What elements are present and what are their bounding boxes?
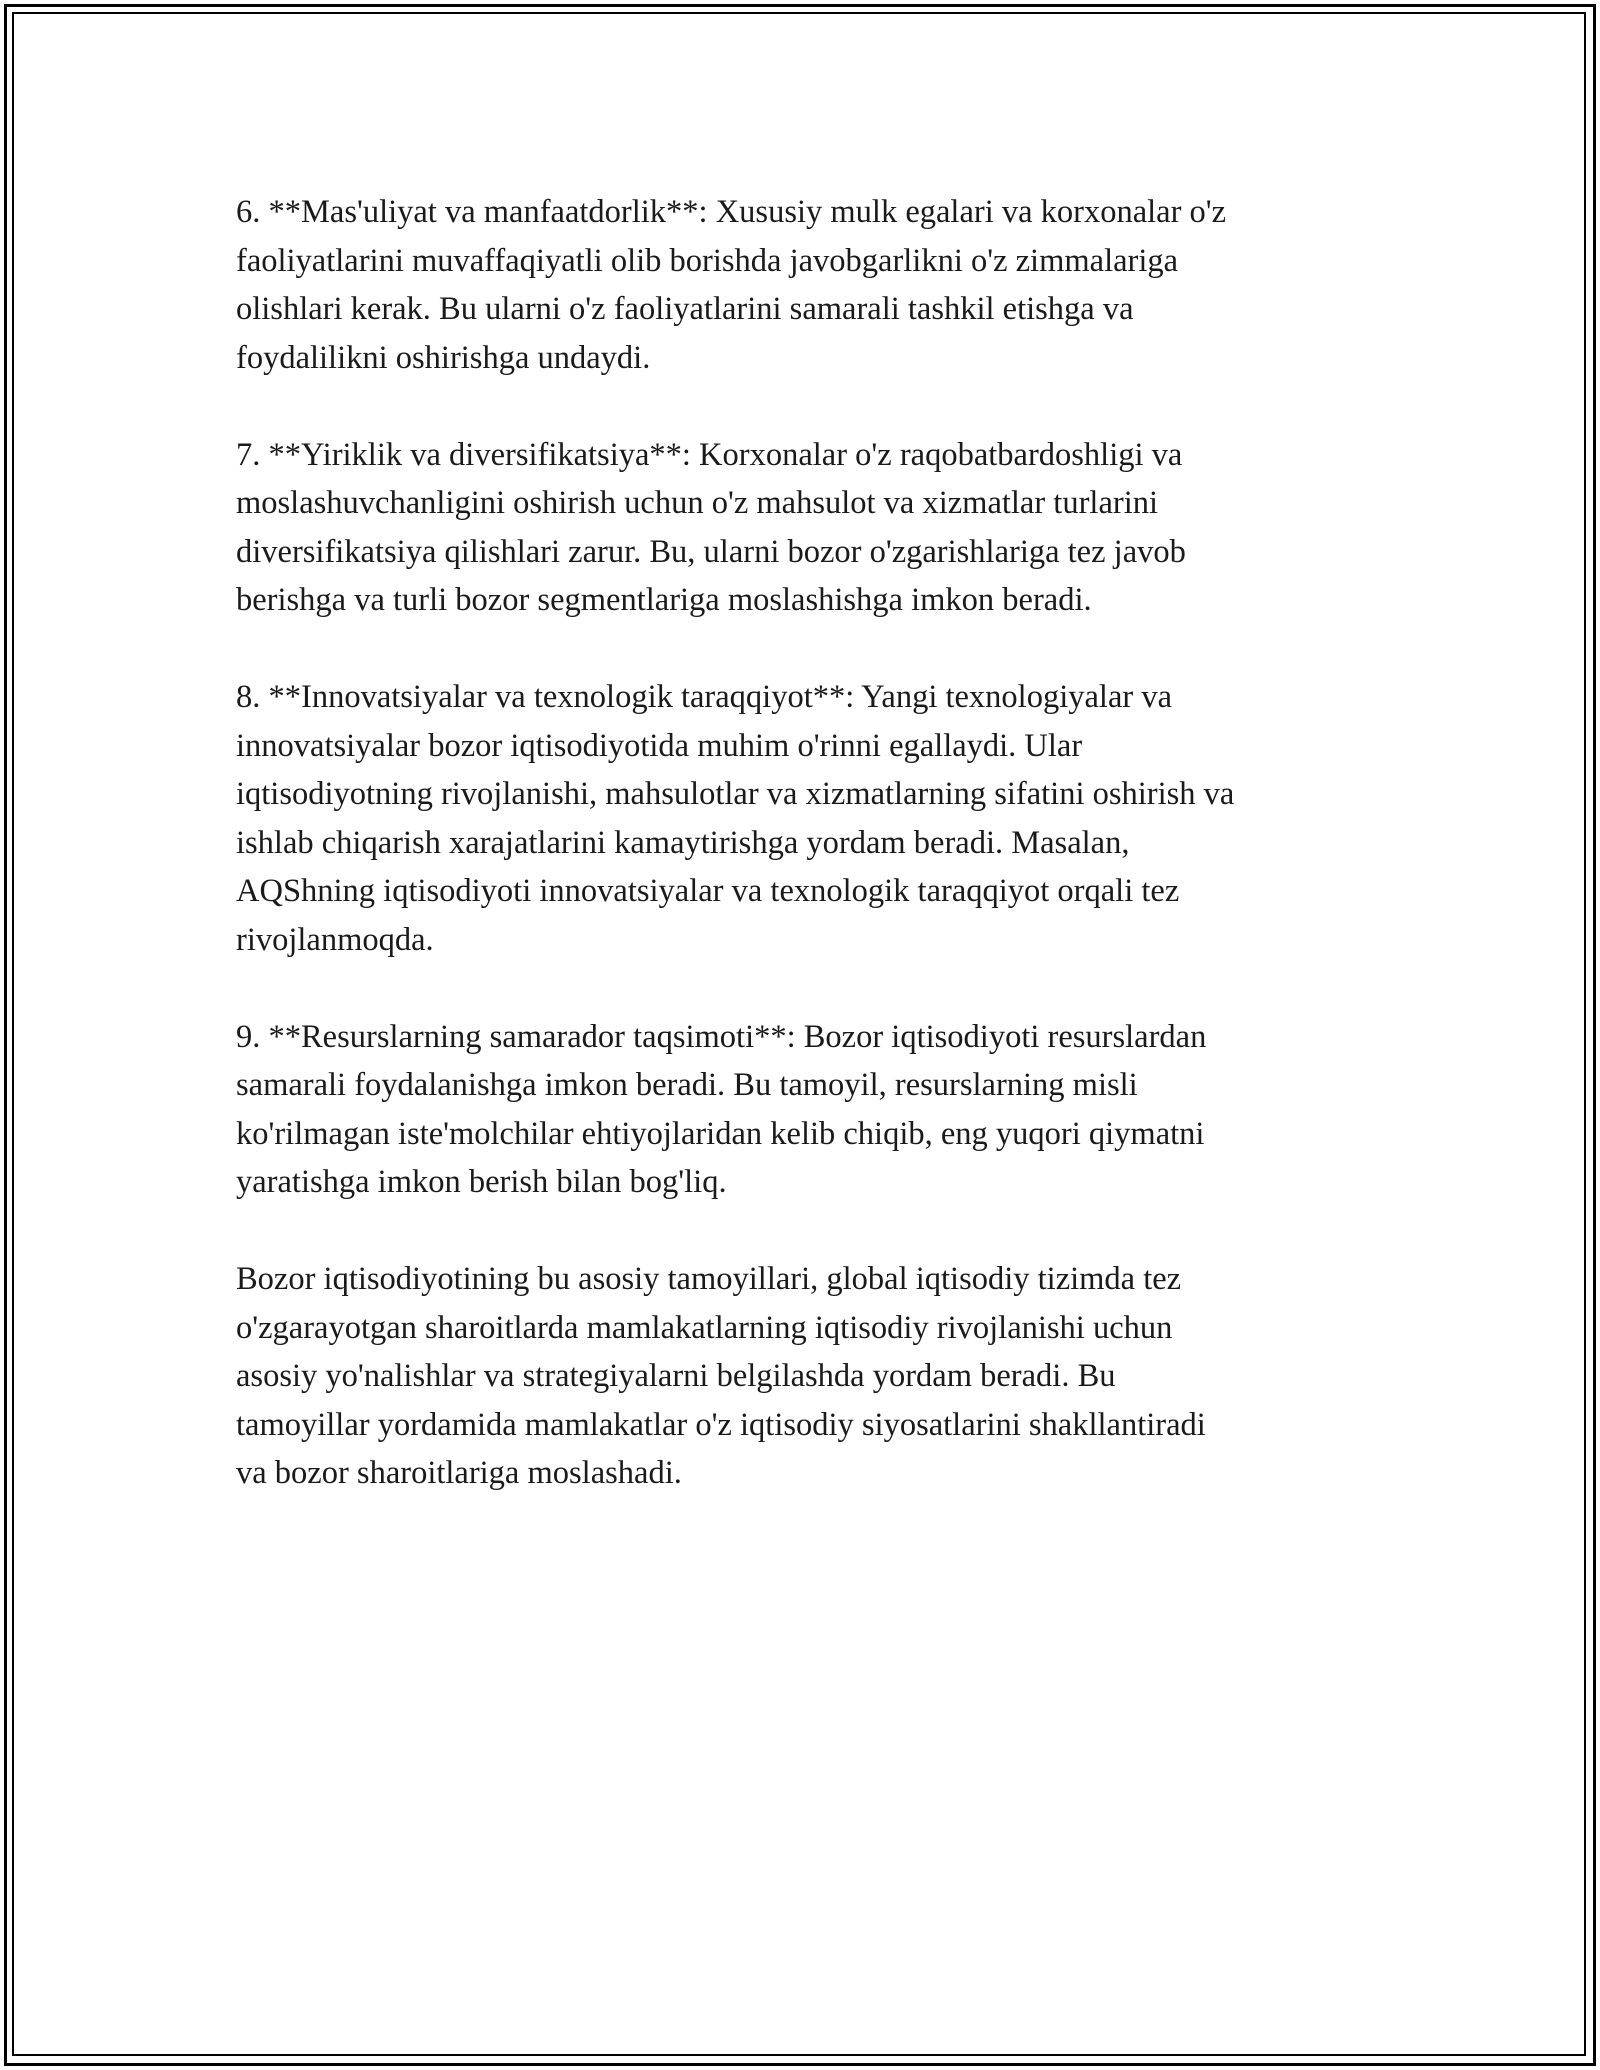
text-line: samarali foydalanishga imkon beradi. Bu tamoyil, resurslarning misli (236, 1067, 1138, 1103)
text-line: 8. **Innovatsiyalar va texnologik taraqqiyot**: Yangi texnologiyalar va (236, 679, 1172, 715)
text-line: ko'rilmagan iste'molchilar ehtiyojlaridan kelib chiqib, eng yuqori qiymatni (236, 1115, 1205, 1152)
text-line: Bozor iqtisodiyotining bu asosiy tamoyillari, global iqtisodiy tizimda tez (236, 1261, 1182, 1297)
paragraph-9-resurslar (236, 1013, 1386, 1207)
text-line: olishlari kerak. Bu ularni o'z faoliyatlarini samarali tashkil etishga va (236, 291, 1134, 327)
paragraph-7-yiriklik (236, 431, 1386, 625)
text-line: ishlab chiqarish xarajatlarini kamaytirishga yordam beradi. Masalan, (236, 824, 1130, 861)
text-line: yaratishga imkon berish bilan bog'liq. (236, 1164, 727, 1200)
text-line: asosiy yo'nalishlar va strategiyalarni belgilashda yordam beradi. Bu (236, 1358, 1116, 1394)
paragraph-8-innovatsiyalar (236, 673, 1386, 964)
text-line: 9. **Resurslarning samarador taqsimoti**: Bozor iqtisodiyoti resurslardan (236, 1018, 1207, 1055)
text-line: iqtisodiyotning rivojlanishi, mahsulotlar va xizmatlarning sifatini oshirish va (236, 776, 1235, 812)
paragraph-6-masuliyat (236, 188, 1386, 382)
text-line: rivojlanmoqda. (236, 921, 434, 958)
text-line: va bozor sharoitlariga moslashadi. (236, 1455, 682, 1491)
text-line: faoliyatlarini muvaffaqiyatli olib borishda javobgarlikni o'z zimmalariga (236, 242, 1179, 279)
text-line: AQShning iqtisodiyoti innovatsiyalar va texnologik taraqqiyot orqali tez (236, 873, 1180, 909)
text-line: foydalilikni oshirishga undaydi. (236, 339, 651, 376)
document-body (236, 188, 1386, 1546)
text-line: innovatsiyalar bozor iqtisodiyotida muhim o'rinni egallaydi. Ular (236, 727, 1083, 764)
text-line: 6. **Mas'uliyat va manfaatdorlik**: Xususiy mulk egalari va korxonalar o'z (236, 194, 1227, 230)
text-line: moslashuvchanligini oshirish uchun o'z mahsulot va xizmatlar turlarini (236, 485, 1158, 521)
text-line: o'zgarayotgan sharoitlarda mamlakatlarning iqtisodiy rivojlanishi uchun (236, 1309, 1173, 1346)
text-line: tamoyillar yordamida mamlakatlar o'z iqtisodiy siyosatlarini shakllantiradi (236, 1406, 1206, 1443)
text-line: diversifikatsiya qilishlari zarur. Bu, ularni bozor o'zgarishlariga tez javob (236, 533, 1186, 570)
paragraph-conclusion (236, 1255, 1386, 1498)
text-line: 7. **Yiriklik va diversifikatsiya**: Korxonalar o'z raqobatbardoshligi va (236, 436, 1183, 473)
text-line: berishga va turli bozor segmentlariga moslashishga imkon beradi. (236, 582, 1092, 618)
